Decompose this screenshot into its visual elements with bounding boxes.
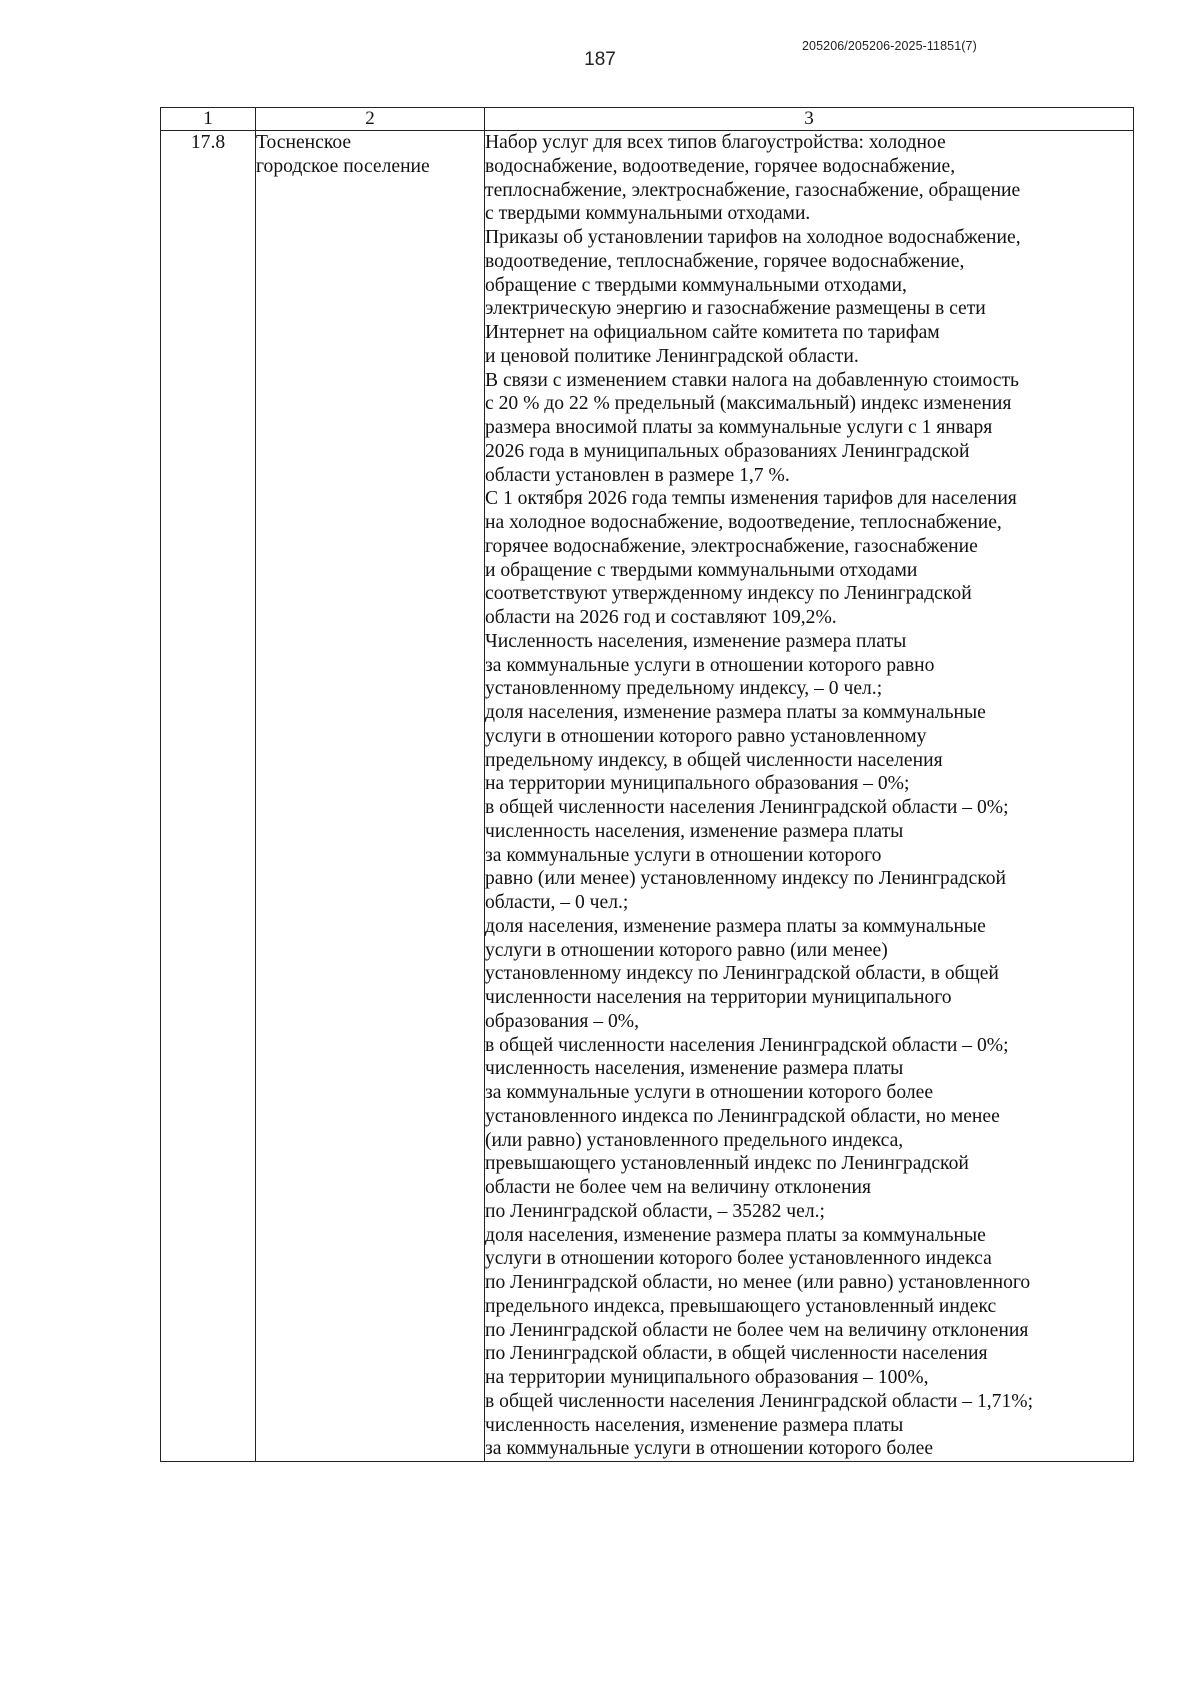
description-line: за коммунальные услуги в отношении которого более xyxy=(485,1438,934,1460)
description-line: в общей численности населения Ленинградской области – 1,71%; xyxy=(485,1390,1034,1412)
municipality-name-cell xyxy=(256,131,485,1462)
description-line: численности населения на территории муниципального xyxy=(485,987,952,1008)
description-line: установленному индексу по Ленинградской области, в общей xyxy=(485,963,999,985)
municipality-name-line: Тосненское xyxy=(256,132,352,153)
description-line: предельного индекса, превышающего установленный индекс xyxy=(485,1295,997,1317)
description-line: и обращение с твердыми коммунальными отходами xyxy=(485,559,918,581)
description-line: образования – 0%, xyxy=(485,1010,639,1032)
row-number: 17.8 xyxy=(161,131,256,1462)
description-line: с твердыми коммунальными отходами. xyxy=(485,203,811,225)
table-header-row xyxy=(161,108,1134,131)
description-line: установленному предельному индексу, – 0 чел.; xyxy=(485,678,883,700)
description-line: 2026 года в муниципальных образованиях Ленинградской xyxy=(485,440,970,462)
description-line: установленного индекса по Ленинградской области, но менее xyxy=(485,1105,1000,1127)
description-line: на территории муниципального образования – 0%; xyxy=(485,773,910,795)
description-line: услуги в отношении которого равно установленному xyxy=(485,725,927,747)
tariff-table xyxy=(160,107,1134,1462)
description-line: по Ленинградской области, в общей численности населения xyxy=(485,1343,988,1365)
municipality-name-line: городское поселение xyxy=(256,155,430,177)
description-line: равно (или менее) установленному индексу по Ленинградской xyxy=(485,868,1007,890)
description-line: услуги в отношении которого равно (или менее) xyxy=(485,939,888,961)
description-line: области, – 0 чел.; xyxy=(485,892,629,913)
description-line: (или равно) установленного предельного индекса, xyxy=(485,1129,904,1151)
description-line: теплоснабжение, электроснабжение, газоснабжение, обращение xyxy=(485,179,1021,201)
description-line: за коммунальные услуги в отношении которого равно xyxy=(485,654,935,676)
description-line: в общей численности населения Ленинградской области – 0%; xyxy=(485,1034,1009,1056)
description-line: размера вносимой платы за коммунальные услуги с 1 января xyxy=(485,417,993,438)
description-line: доля населения, изменение размера платы за коммунальные xyxy=(485,702,986,723)
description-line: доля населения, изменение размера платы за коммунальные xyxy=(485,1224,986,1246)
description-line: обращение с твердыми коммунальными отходами, xyxy=(485,274,907,296)
description-line: области не более чем на величину отклонения xyxy=(485,1177,871,1198)
description-line: услуги в отношении которого более установленного индекса xyxy=(485,1248,992,1270)
description-line: численность населения, изменение размера платы xyxy=(485,1414,904,1436)
description-line: области на 2026 год и составляют 109,2%. xyxy=(485,607,837,628)
description-line: на территории муниципального образования – 100%, xyxy=(485,1367,929,1388)
description-line: за коммунальные услуги в отношении которого xyxy=(485,844,882,866)
description-line: по Ленинградской области, но менее (или равно) установленного xyxy=(485,1272,1031,1293)
description-line: Набор услуг для всех типов благоустройства: холодное xyxy=(485,132,946,153)
description-line: Приказы об установлении тарифов на холодное водоснабжение, xyxy=(485,227,1021,248)
column-header-3: 3 xyxy=(485,108,1134,131)
description-line: С 1 октября 2026 года темпы изменения тарифов для населения xyxy=(485,488,1017,510)
description-line: в общей численности населения Ленинградской области – 0%; xyxy=(485,797,1009,818)
description-line: по Ленинградской области, – 35282 чел.; xyxy=(485,1200,825,1222)
description-line: горячее водоснабжение, электроснабжение, газоснабжение xyxy=(485,535,978,557)
description-line: водоснабжение, водоотведение, горячее водоснабжение, xyxy=(485,155,956,177)
description-line: Численность населения, изменение размера платы xyxy=(485,630,907,652)
description-line: численность населения, изменение размера платы xyxy=(485,820,904,842)
description-line: численность населения, изменение размера платы xyxy=(485,1058,904,1080)
description-line: Интернет на официальном сайте комитета по тарифам xyxy=(485,322,940,343)
description-cell xyxy=(485,131,1134,1462)
table-row xyxy=(161,131,1134,1462)
page-number: 187 xyxy=(584,49,616,70)
description-line: с 20 % до 22 % предельный (максимальный) индекс изменения xyxy=(485,393,1012,415)
description-line: водоотведение, теплоснабжение, горячее водоснабжение, xyxy=(485,250,965,272)
document-id: 205206/205206-2025-11851(7) xyxy=(802,39,977,53)
description-line: В связи с изменением ставки налога на добавленную стоимость xyxy=(485,369,1019,391)
description-line: и ценовой политике Ленинградской области. xyxy=(485,345,859,367)
description-line: предельному индексу, в общей численности населения xyxy=(485,749,943,771)
description-line: на холодное водоснабжение, водоотведение, теплоснабжение, xyxy=(485,512,1002,533)
description-line: по Ленинградской области не более чем на величину отклонения xyxy=(485,1319,1029,1341)
description-line: соответствуют утвержденному индексу по Ленинградской xyxy=(485,583,972,605)
description-line: превышающего установленный индекс по Ленинградской xyxy=(485,1153,969,1175)
description-line: области установлен в размере 1,7 %. xyxy=(485,464,790,486)
column-header-1: 1 xyxy=(161,108,256,131)
description-line: доля населения, изменение размера платы за коммунальные xyxy=(485,915,986,937)
description-line: электрическую энергию и газоснабжение размещены в сети xyxy=(485,298,986,320)
description-line: за коммунальные услуги в отношении которого более xyxy=(485,1082,934,1103)
column-header-2: 2 xyxy=(256,108,485,131)
